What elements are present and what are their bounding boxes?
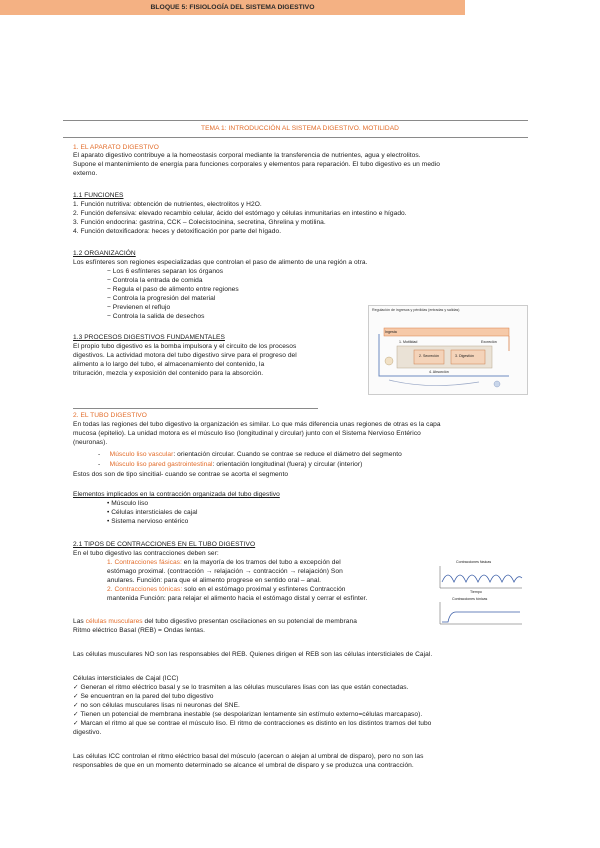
figure-label: Contracciones fásicas: [456, 560, 492, 564]
list-item: ✓ Marcan el ritmo al que se contrae el músculo liso. El ritmo de contracciones es distinto en los distintos tramos del tubo: [73, 720, 432, 727]
figure-label: 3. Digestión: [455, 354, 474, 358]
section-title: 2. EL TUBO DIGESTIVO: [73, 412, 147, 419]
list-item: ✓ no son células musculares lisas ni neuronas del SNE.: [73, 702, 240, 709]
paragraph-line: Supone el mantenimiento de energía para funciones corporales y elementos para reparación. El tubo digestivo es un medio: [73, 161, 440, 168]
paragraph-line: digestivos. La actividad motora del tubo digestivo sirve para el progreso del: [73, 352, 297, 359]
list-item: 1. Contracciones fásicas: en la mayoría de los tramos del tubo a excepción del: [107, 559, 341, 566]
list-item: − Los 6 esfínteres separan los órganos: [107, 268, 224, 275]
list-item: 1. Función nutritiva: obtención de nutrientes, electrolitos y H2O.: [73, 201, 262, 208]
paragraph-line: digestivo.: [73, 729, 102, 736]
list-item: − Controla la progresión del material: [107, 295, 216, 302]
paragraph-line: Los esfínteres son regiones especializadas que controlan el paso de alimento de una región a otra.: [73, 259, 368, 266]
paragraph-line: En todas las regiones del tubo digestivo la organización es similar. Lo que más diferencia unas regiones de otras es la capa: [73, 421, 441, 428]
figure-label: 2. Secreción: [419, 354, 439, 358]
paragraph-line: estómago proximal. (contracción → relajación → contracción → relajación) Son: [107, 568, 343, 575]
block-banner: BLOQUE 5: FISIOLOGÍA DEL SISTEMA DIGESTIVO: [0, 0, 465, 15]
digestive-tract-figure: [368, 305, 528, 395]
divider: [63, 120, 528, 121]
paragraph-line: El aparato digestivo contribuye a la homeostasis corporal mediante la transferencia de nutrientes, agua y electrolitos.: [73, 152, 421, 159]
paragraph-line: (neuronas).: [73, 439, 108, 446]
paragraph-line: anulares. Función: para que el alimento progrese en sentido oral – anal.: [107, 577, 322, 584]
list-item: - Músculo liso vascular: orientación circular. Cuando se contrae se reduce el diámetro del segmento: [98, 451, 402, 458]
list-item: • Células intersticiales de cajal: [107, 509, 198, 516]
paragraph-line: Las células musculares NO son las responsables del REB. Quienes dirigen el REB son las células intersticiales de Cajal.: [73, 651, 433, 658]
subsection-title: Elementos implicados en la contracción organizada del tubo digestivo: [73, 491, 280, 498]
section-title: 1. EL APARATO DIGESTIVO: [73, 144, 159, 151]
subsection-title: 2.1 TIPOS DE CONTRACCIONES EN EL TUBO DIGESTIVO: [73, 541, 256, 548]
figure-label: 1. Motilidad: [399, 340, 418, 344]
paragraph-line: Las células musculares del tubo digestivo presentan oscilaciones en su potencial de membrana: [73, 618, 357, 625]
paragraph-line: alimento a lo largo del tubo, el almacenamiento del contenido, la: [73, 361, 265, 368]
list-item: 3. Función endocrina: gastrina, CCK – Colecistocinina, secretina, Ghrelina y motilina.: [73, 219, 326, 226]
paragraph-line: responsables de que en un momento determinado se alcance el umbral de disparo y se produzca una contracción.: [73, 762, 414, 769]
figure-title: Regulación de ingresos y pérdidas (entradas y salidas): [372, 308, 460, 312]
subsection-title: 1.2 ORGANIZACIÓN: [73, 250, 136, 257]
figure-axis-label: Tiempo: [470, 590, 482, 594]
figure-label: Excreción: [481, 340, 497, 344]
digestive-tract-diagram: [369, 306, 527, 394]
paragraph-line: Estos dos son de tipo sincitial- cuando se contrae se acorta el segmento: [73, 471, 289, 478]
topic-title: TEMA 1: INTRODUCCIÓN AL SISTEMA DIGESTIVO. MOTILIDAD: [201, 125, 399, 132]
list-item: − Regula el paso de alimento entre regiones: [107, 286, 239, 293]
list-item: - Músculo liso pared gastrointestinal: orientación longitudinal (fuera) y circular (interior): [98, 461, 363, 468]
paragraph-line: En el tubo digestivo las contracciones deben ser:: [73, 550, 219, 557]
list-item: − Controla la entrada de comida: [107, 277, 203, 284]
list-item: 2. Función defensiva: elevado recambio celular, ácido del estómago y células inmunitarias en intestino e hígado.: [73, 210, 407, 217]
subsection-title: 1.3 PROCESOS DIGESTIVOS FUNDAMENTALES: [73, 334, 225, 341]
list-item: 2. Contracciones tónicas: solo en el estómago proximal y esfínteres Contracción: [107, 586, 346, 593]
figure-label: Ingesta: [385, 330, 397, 334]
paragraph-line: externo.: [73, 170, 98, 177]
contraction-graphs: [432, 560, 528, 628]
list-item: • Músculo liso: [107, 500, 149, 507]
divider: [73, 408, 318, 409]
paragraph-line: trituración, mezcla y exposición del contenido para la absorción.: [73, 370, 264, 377]
figure-label: Contracciones tónicas: [452, 597, 488, 601]
paragraph-line: Las células ICC controlan el ritmo eléctrico basal del músculo (acercan o alejan al umbral de disparo), pero no son las: [73, 753, 424, 760]
subsection-title: 1.1 FUNCIONES: [73, 192, 124, 199]
divider: [63, 137, 528, 138]
contraction-types-figure: [432, 560, 528, 628]
paragraph-line: mucosa (epitelio). La unidad motora es el músculo liso (longitudinal y circular) junto con el Sistema Nervioso Entérico: [73, 430, 421, 437]
list-item: 4. Función detoxificadora: heces y detoxificación por parte del hígado.: [73, 228, 282, 235]
list-item: − Controla la salida de desechos: [107, 313, 205, 320]
paragraph-line: mantenida Función: para relajar el alimento hacia el estómago distal y cerrar el esfínter.: [107, 595, 368, 602]
list-item: ✓ Tienen un potencial de membrana inestable (se despolarizan lentamente sin estímulo externo=células marcapaso).: [73, 711, 423, 718]
list-item: ✓ Generan el ritmo eléctrico basal y se lo trasmiten a las células musculares lisas con las que están conectadas.: [73, 684, 409, 691]
list-item: ✓ Se encuentran en la pared del tubo digestivo: [73, 693, 214, 700]
figure-label: 4. Absorción: [429, 370, 449, 374]
paragraph-line: Ritmo eléctrico Basal (REB) = Ondas lentas.: [73, 627, 206, 634]
list-item: − Previenen el reflujo: [107, 304, 171, 311]
list-item: • Sistema nervioso entérico: [107, 518, 189, 525]
paragraph-line: El propio tubo digestivo es la bomba impulsora y el circuito de los procesos: [73, 343, 297, 350]
subsection-title: Células intersticiales de Cajal (ICC): [73, 675, 179, 682]
